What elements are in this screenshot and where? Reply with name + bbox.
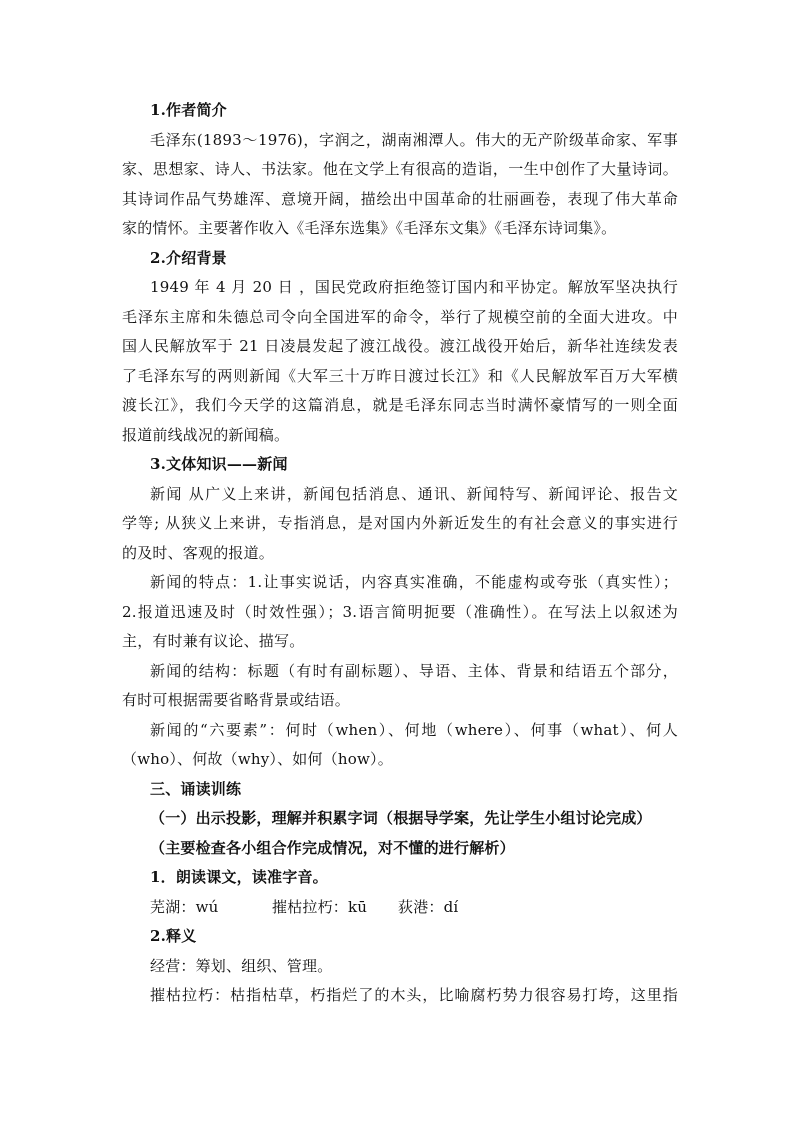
paragraph-line: 新闻的“六要素”：何时（when）、何地（where）、何事（what）、何人 [150,720,678,739]
news-features-paragraph [122,568,678,657]
paragraph-line: 渡长江》，我们今天学的这篇消息，就是毛泽东同志当时满怀豪情写的一则全面 [122,396,678,414]
paragraph-line: 有时可根据需要省略背景或结语。 [122,691,351,709]
paragraph-line: 新闻的结构：标题（有时有副标题）、导语、主体、背景和结语五个部分， [150,661,678,680]
pinyin-list [122,893,678,923]
section-heading-background: 2.介绍背景 [150,248,227,267]
paragraph-line: 家、思想家、诗人、书法家。他在文学上有很高的造诣，一生中创作了大量诗词。 [122,160,678,178]
paragraph-line: 报道前线战况的新闻稿。 [122,425,290,444]
definition-line: 摧枯拉朽：枯指枯草，朽指烂了的木头，比喻腐朽势力很容易打垮，这里指 [150,986,678,1004]
paragraph-line: （who）、何故（why）、如何（how）。 [122,750,393,768]
pinyin-entry: 芜湖：wú [150,897,219,916]
paragraph-line: 家的情怀。主要著作收入《毛泽东选集》《毛泽东文集》《毛泽东诗词集》。 [122,219,617,237]
item-heading-pronunciation: 1．朗读课文，读准字音。 [150,868,328,886]
news-definition-paragraph [122,480,678,569]
paragraph-line: 1949 年 4 月 20 日 ，国民党政府拒绝签订国内和平协定。解放军坚决执行 [150,278,678,296]
section-heading-genre: 3.文体知识——新闻 [150,455,288,473]
author-paragraph [122,126,678,244]
section-heading-reading: 三、诵读训练 [150,779,242,798]
paragraph-line: 2.报道迅速及时（时效性强）；3.语言简明扼要（准确性）。在写法上以叙述为 [122,602,678,621]
pinyin-entry: 摧枯拉朽：kū [272,897,368,916]
item-heading-definitions: 2.释义 [150,927,197,945]
paragraph-line: 毛泽东(1893～1976)，字润之，湖南湘潭人。伟大的无产阶级革命家、军事 [150,130,678,149]
news-structure-paragraph [122,657,678,716]
pinyin-entry: 荻港：dí [398,897,459,916]
background-paragraph [122,273,678,450]
paragraph-line: 新闻的特点：1.让事实说话，内容真实准确，不能虚构或夸张（真实性）； [150,573,678,591]
paragraph-line: 国人民解放军于 21 日凌晨发起了渡江战役。渡江战役开始后，新华社连续发表 [122,337,678,355]
document-page [122,96,678,1011]
subheading-check: （主要检查各小组合作完成情况，对不懂的进行解析） [150,838,515,857]
paragraph-line: 毛泽东主席和朱德总司令向全国进军的命令，举行了规模空前的全面大进攻。中 [122,307,678,326]
paragraph-line: 新闻 从广义上来讲，新闻包括消息、通讯、新闻特写、新闻评论、报告文 [150,484,678,503]
paragraph-line: 主，有时兼有议论、描写。 [122,632,305,650]
paragraph-line: 学等; 从狭义上来讲，专指消息，是对国内外新近发生的有社会意义的事实进行 [122,514,678,532]
section-heading-author: 1.作者简介 [150,101,227,119]
definition-line: 经营：筹划、组织、管理。 [150,956,333,975]
subheading-vocabulary: （一）出示投影，理解并积累字词（根据导学案，先让学生小组讨论完成） [150,809,652,827]
paragraph-line: 其诗词作品气势雄浑、意境开阔，描绘出中国革命的壮丽画卷，表现了伟大革命 [122,189,678,208]
paragraph-line: 了毛泽东写的两则新闻《大军三十万昨日渡过长江》和《人民解放军百万大军横 [122,366,678,385]
news-six-elements-paragraph [122,716,678,775]
paragraph-line: 的及时、客观的报道。 [122,543,275,562]
